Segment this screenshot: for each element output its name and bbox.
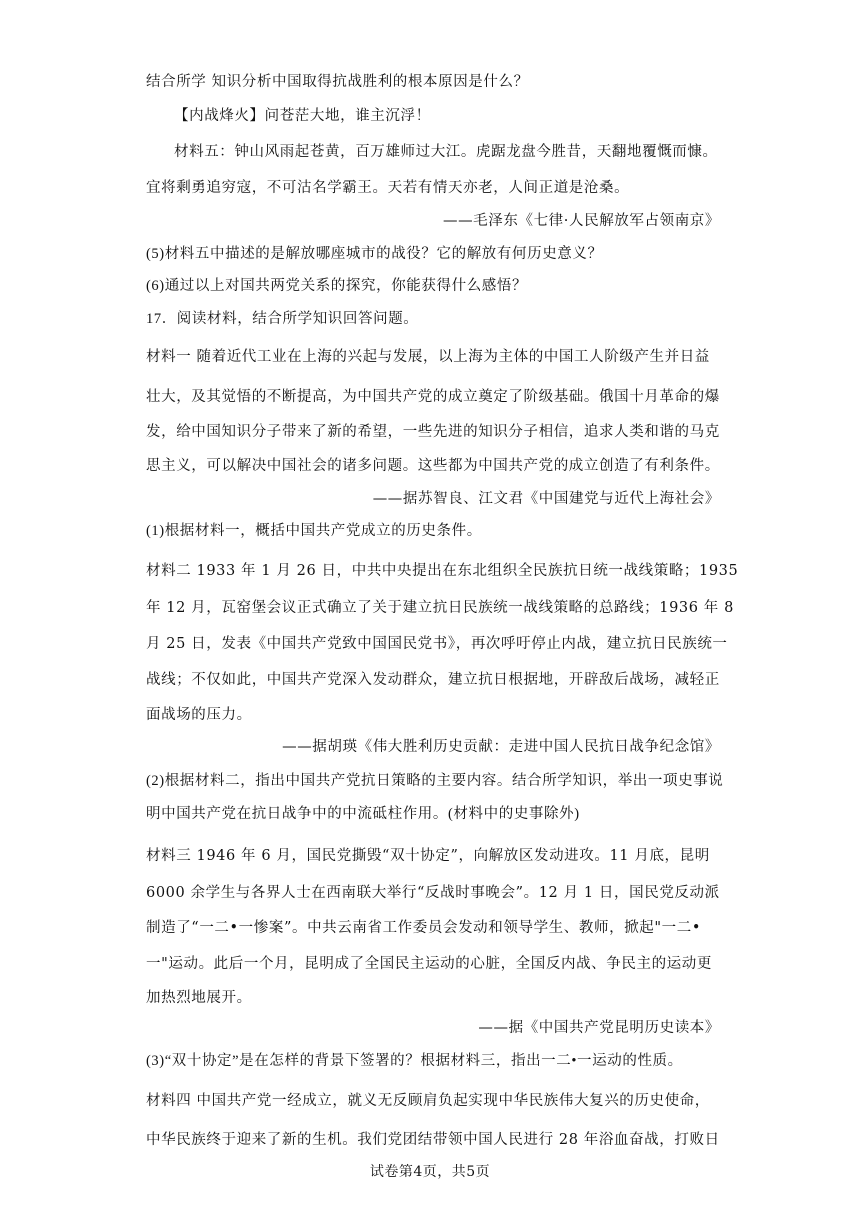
question-line: (6)通过以上对国共两党关系的探究，你能获得什么感悟？ — [146, 278, 528, 294]
material-line: 思主义，可以解决中国社会的诸多问题。这些都为中国共产党的成立创造了有利条件。 — [146, 458, 720, 474]
section-heading: 【内战烽火】问苍茫大地，谁主沉浮！ — [174, 108, 431, 124]
question-heading: 17．阅读材料，结合所学知识回答问题。 — [146, 311, 419, 327]
material-line: 材料一 随着近代工业在上海的兴起与发展，以上海为主体的中国工人阶级产生并日益 — [146, 349, 710, 365]
question-line: 结合所学 知识分析中国取得抗战胜利的根本原因是什么？ — [146, 74, 529, 90]
material-line: 材料二 1933 年 1 月 26 日，中共中央提出在东北组织全民族抗日统一战线策略；1935 — [146, 563, 739, 579]
source-citation: ——毛泽东《七律·人民解放军占领南京》 — [442, 213, 720, 229]
material-line: 材料五：钟山风雨起苍黄，百万雄师过大江。虎踞龙盘今胜昔，天翻地覆慨而慷。 — [174, 144, 718, 160]
question-line: (1)根据材料一，概括中国共产党成立的历史条件。 — [146, 523, 482, 539]
material-line: 战线；不仅如此，中国共产党深入发动群众，建立抗日根据地，开辟敌后战场，减轻正 — [146, 672, 720, 688]
material-line: 面战场的压力。 — [146, 707, 252, 723]
source-citation: ——据胡瑛《伟大胜利历史贡献：走进中国人民抗日战争纪念馆》 — [282, 739, 720, 755]
material-line: 中华民族终于迎来了新的生机。我们党团结带领中国人民进行 28 年浴血奋战，打败日 — [146, 1132, 720, 1148]
material-line: 年 12 月，瓦窑堡会议正式确立了关于建立抗日民族统一战线策略的总路线；1936 年 8 — [146, 600, 734, 616]
material-line: 宜将剩勇追穷寇，不可沽名学霸王。天若有情天亦老，人间正道是沧桑。 — [146, 180, 630, 196]
material-line: 材料四 中国共产党一经成立，就义无反顾肩负起实现中华民族伟大复兴的历史使命， — [146, 1093, 710, 1109]
question-line: 明中国共产党在抗日战争中的中流砥柱作用。(材料中的史事除外) — [146, 806, 580, 822]
material-line: 材料三 1946 年 6 月，国民党撕毁“双十协定”，向解放区发动进攻。11 月底，昆明 — [146, 848, 710, 864]
material-line: 制造了“一二•一惨案”。中共云南省工作委员会发动和领导学生、教师，掀起"一二• — [146, 920, 701, 936]
question-line: (2)根据材料二，指出中国共产党抗日策略的主要内容。结合所学知识，举出一项史事说 — [146, 773, 724, 789]
material-line: 6000 余学生与各界人士在西南联大举行“反战时事晚会”。12 月 1 日，国民党反动派 — [146, 885, 720, 901]
material-line: 一"运动。此后一个月，昆明成了全国民主运动的心脏，全国反内战、争民主的运动更 — [146, 956, 712, 972]
source-citation: ——据《中国共产党昆明历史读本》 — [478, 1020, 720, 1036]
material-line: 壮大，及其觉悟的不断提高，为中国共产党的成立奠定了阶级基础。俄国十月革命的爆 — [146, 389, 720, 405]
question-line: (5)材料五中描述的是解放哪座城市的战役？它的解放有何历史意义？ — [146, 246, 603, 262]
material-line: 发，给中国知识分子带来了新的希望，一些先进的知识分子相信，追求人类和谐的马克 — [146, 424, 720, 440]
page-footer: 试卷第4页，共5页 — [369, 1164, 491, 1180]
source-citation: ——据苏智良、江文君《中国建党与近代上海社会》 — [372, 491, 720, 507]
material-line: 加热烈地展开。 — [146, 990, 252, 1006]
material-line: 月 25 日，发表《中国共产党致中国国民党书》，再次呼吁停止内战，建立抗日民族统一 — [146, 636, 728, 652]
question-line: (3)“双十协定”是在怎样的背景下签署的？根据材料三，指出一二•一运动的性质。 — [146, 1053, 683, 1069]
